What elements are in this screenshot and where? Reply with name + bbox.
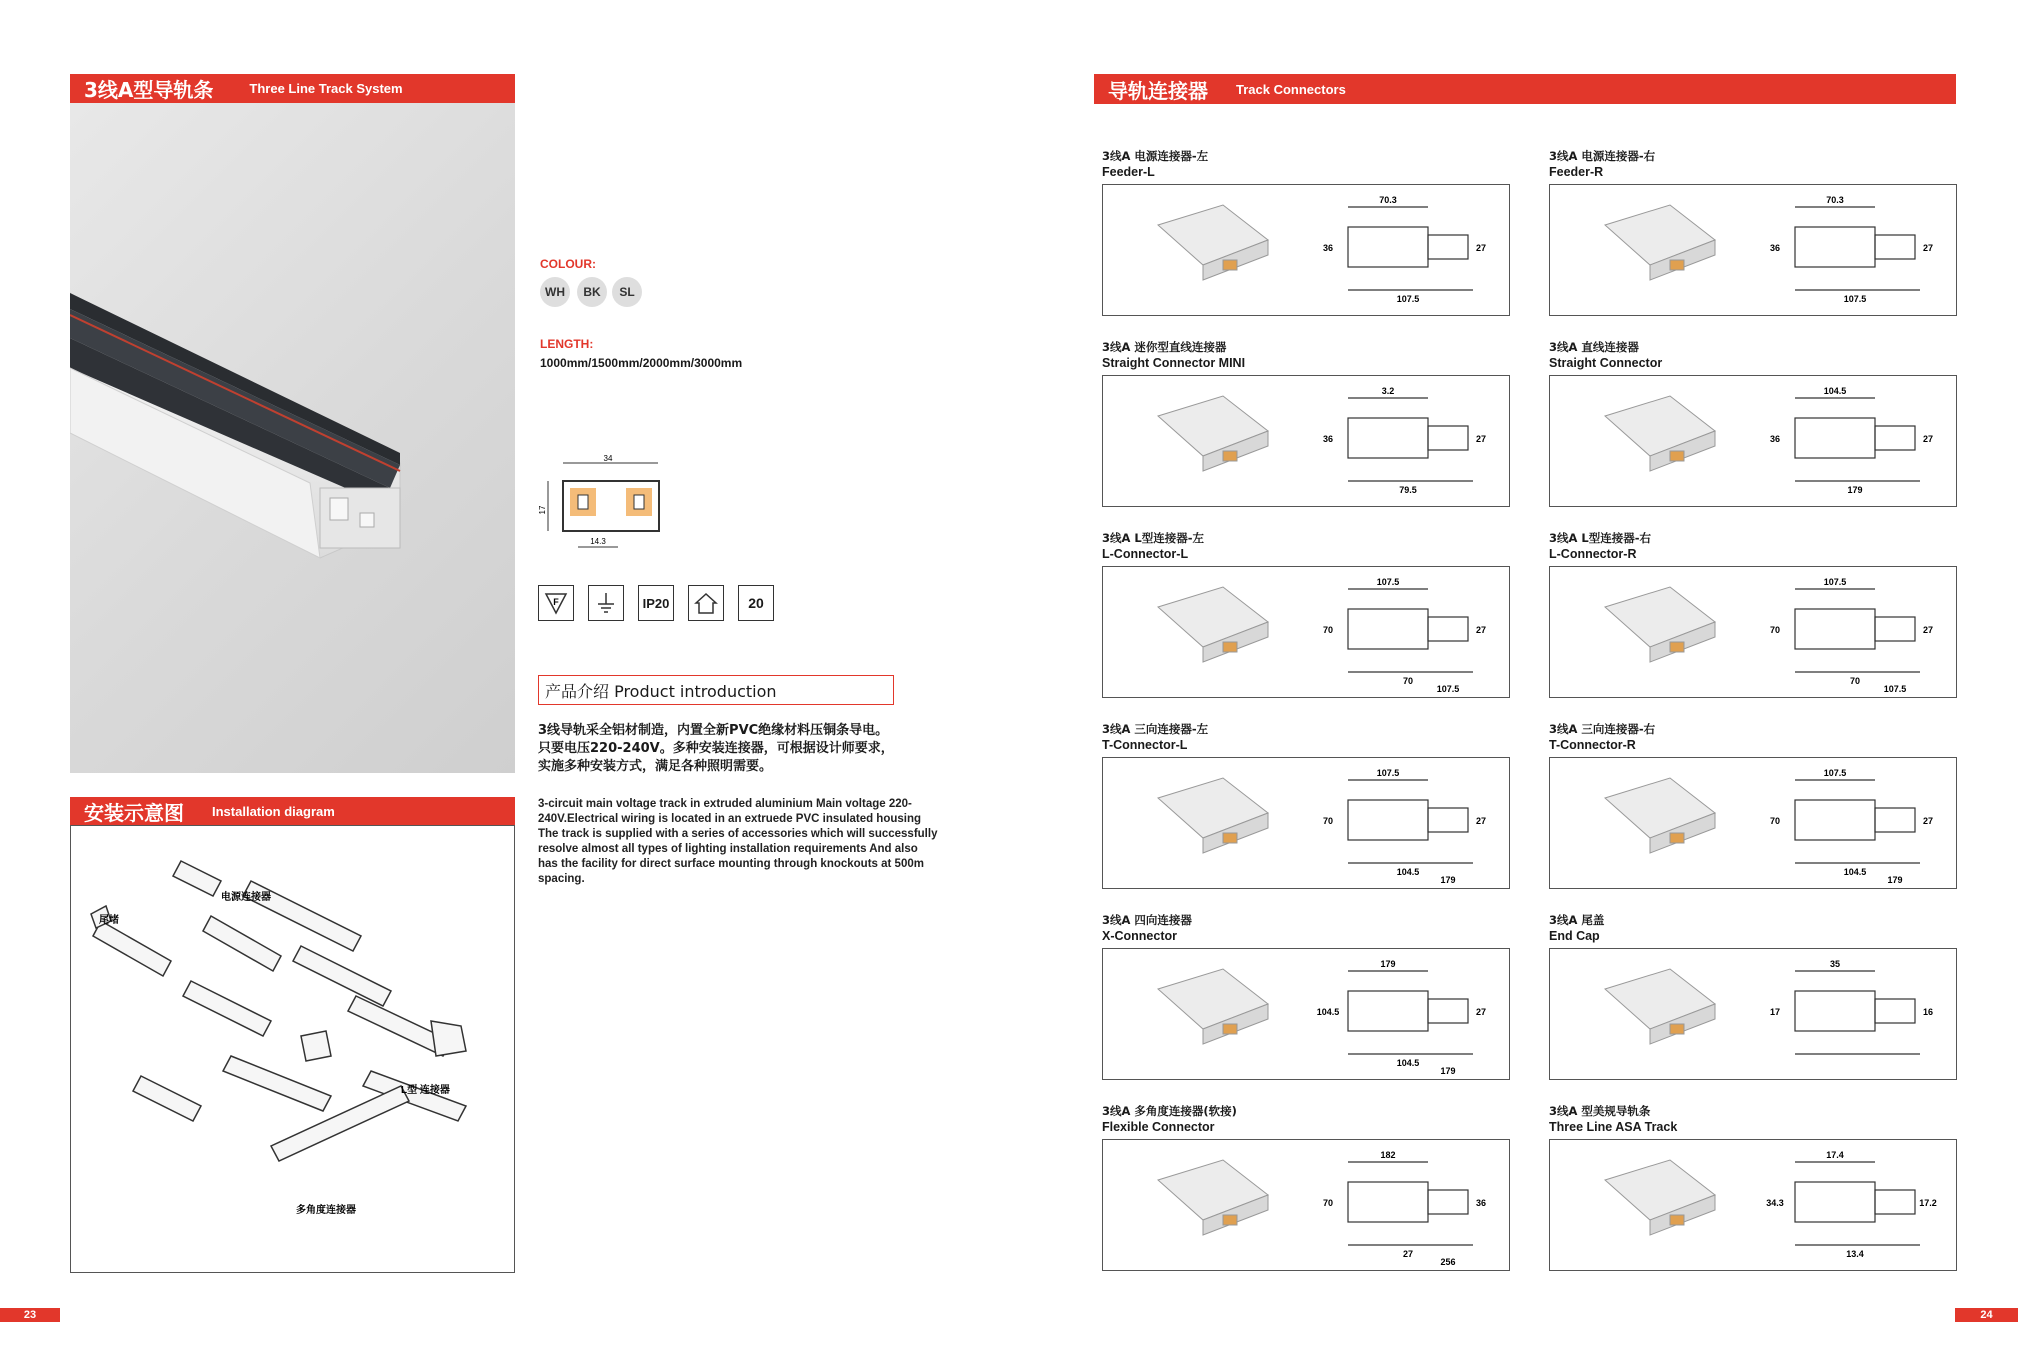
product-9-dim-b: 17 bbox=[1769, 1007, 1781, 1017]
product-11-tech-drawing bbox=[1795, 1162, 1920, 1245]
product-intro-cn: 3线导轨采全铝材制造，内置全新PVC绝缘材料压铜条导电。 只要电压220-240V。多种安装连接器，可根据设计师要求， 实施多种安装方式，满足各种照明需要。 bbox=[538, 723, 894, 774]
length-label: LENGTH: bbox=[540, 337, 594, 351]
svg-text:F: F bbox=[553, 597, 559, 607]
product-2-en: Straight Connector MINI bbox=[1102, 356, 1246, 370]
product-4-dim-d: 70 bbox=[1402, 676, 1414, 686]
product-5-drawing bbox=[1550, 567, 1955, 696]
product-10-drawing bbox=[1103, 1140, 1508, 1269]
product-3-dim-b: 36 bbox=[1769, 434, 1781, 444]
product-7-cn: 3线A 三向连接器-右 bbox=[1549, 722, 1656, 736]
colour-chip-bk: BK bbox=[577, 277, 607, 307]
product-5-cn: 3线A L型连接器-右 bbox=[1549, 531, 1652, 545]
product-intro-title: 产品介绍 Product introduction bbox=[538, 675, 894, 705]
left-header-bar bbox=[70, 74, 515, 103]
product-6-drawing bbox=[1103, 758, 1508, 887]
product-6-dim-c: 27 bbox=[1475, 816, 1487, 826]
product-6-photo bbox=[1158, 778, 1268, 853]
product-0-photo bbox=[1158, 205, 1268, 280]
product-1-tech-drawing bbox=[1795, 207, 1920, 290]
product-9-photo bbox=[1605, 969, 1715, 1044]
indoor-icon bbox=[688, 585, 724, 621]
product-0-drawing bbox=[1103, 185, 1508, 314]
product-intro-en: 3-circuit main voltage track in extruded aluminium Main voltage 220- 240V.Electrical wiring is located in an extruede PVC insulated housing The track is supplied with a series of accessories which will successfully resolve almost all types of lighting installation requirements And also has the facility for direct surface mounting through knockouts at 500m spacing. bbox=[538, 798, 938, 885]
product-4-dim-e: 107.5 bbox=[1436, 684, 1460, 694]
product-10-photo bbox=[1158, 1160, 1268, 1235]
product-4-dim-b: 70 bbox=[1322, 625, 1334, 635]
product-8-box bbox=[1102, 948, 1510, 1080]
product-7-drawing bbox=[1550, 758, 1955, 887]
product-6-dim-a: 107.5 bbox=[1376, 768, 1400, 778]
product-10-dim-a: 182 bbox=[1380, 1150, 1396, 1160]
product-2-photo bbox=[1158, 396, 1268, 471]
product-11-dim-a: 17.4 bbox=[1826, 1150, 1844, 1160]
product-8-dim-a: 179 bbox=[1380, 959, 1396, 969]
profile-dim-height: 17 bbox=[538, 505, 547, 515]
product-8-dim-e: 179 bbox=[1440, 1066, 1456, 1076]
track-profile-drawing bbox=[538, 455, 668, 555]
product-6-en: T-Connector-L bbox=[1102, 738, 1188, 752]
product-10-dim-c: 36 bbox=[1475, 1198, 1487, 1208]
product-3-drawing bbox=[1550, 376, 1955, 505]
product-7-dim-b: 70 bbox=[1769, 816, 1781, 826]
product-0-dim-c: 27 bbox=[1475, 243, 1487, 253]
product-3-dim-c: 27 bbox=[1922, 434, 1934, 444]
product-9-cn: 3线A 尾盖 bbox=[1549, 913, 1605, 927]
profile-dim-width: 34 bbox=[603, 455, 613, 463]
product-3-tech-drawing bbox=[1795, 398, 1920, 481]
product-5-dim-a: 107.5 bbox=[1823, 577, 1847, 587]
product-4-cn: 3线A L型连接器-左 bbox=[1102, 531, 1205, 545]
product-1-dim-c: 27 bbox=[1922, 243, 1934, 253]
right-header-bar bbox=[1094, 74, 1956, 104]
product-11-photo bbox=[1605, 1160, 1715, 1235]
install-label-endcap: 尾堵 bbox=[99, 915, 119, 926]
product-7-dim-e: 179 bbox=[1887, 875, 1903, 885]
product-8-photo bbox=[1158, 969, 1268, 1044]
product-2-dim-a: 3.2 bbox=[1381, 386, 1395, 396]
f-mark-icon bbox=[538, 585, 574, 621]
product-3-dim-a: 104.5 bbox=[1823, 386, 1847, 396]
product-2-dim-c: 27 bbox=[1475, 434, 1487, 444]
product-11-dim-b: 34.3 bbox=[1766, 1198, 1784, 1208]
install-header-bar bbox=[70, 797, 515, 825]
product-2-cn: 3线A 迷你型直线连接器 bbox=[1102, 340, 1227, 354]
product-11-dim-d: 13.4 bbox=[1846, 1249, 1864, 1259]
product-6-box bbox=[1102, 757, 1510, 889]
product-5-dim-b: 70 bbox=[1769, 625, 1781, 635]
product-0-box bbox=[1102, 184, 1510, 316]
product-10-box bbox=[1102, 1139, 1510, 1271]
product-11-box bbox=[1549, 1139, 1957, 1271]
product-2-drawing bbox=[1103, 376, 1508, 505]
product-9-dim-a: 35 bbox=[1829, 959, 1841, 969]
product-0-cn: 3线A 电源连接器-左 bbox=[1102, 149, 1209, 163]
product-1-dim-a: 70.3 bbox=[1826, 195, 1844, 205]
length-value: 1000mm/1500mm/2000mm/3000mm bbox=[540, 356, 743, 370]
product-5-dim-e: 107.5 bbox=[1883, 684, 1907, 694]
profile-dim-inner: 14.3 bbox=[590, 537, 606, 546]
product-4-box bbox=[1102, 566, 1510, 698]
product-8-dim-c: 27 bbox=[1475, 1007, 1487, 1017]
product-10-en: Flexible Connector bbox=[1102, 1120, 1215, 1134]
product-1-drawing bbox=[1550, 185, 1955, 314]
product-8-en: X-Connector bbox=[1102, 929, 1177, 943]
product-4-en: L-Connector-L bbox=[1102, 547, 1189, 561]
colour-chip-sl: SL bbox=[612, 277, 642, 307]
product-4-dim-c: 27 bbox=[1475, 625, 1487, 635]
product-9-dim-c: 16 bbox=[1922, 1007, 1934, 1017]
product-8-drawing bbox=[1103, 949, 1508, 1078]
product-7-dim-a: 107.5 bbox=[1823, 768, 1847, 778]
product-1-cn: 3线A 电源连接器-右 bbox=[1549, 149, 1656, 163]
product-7-tech-drawing bbox=[1795, 780, 1920, 863]
product-4-photo bbox=[1158, 587, 1268, 662]
product-5-tech-drawing bbox=[1795, 589, 1920, 672]
product-5-dim-d: 70 bbox=[1849, 676, 1861, 686]
product-5-dim-c: 27 bbox=[1922, 625, 1934, 635]
installation-diagram bbox=[70, 825, 515, 1273]
product-1-photo bbox=[1605, 205, 1715, 280]
product-11-drawing bbox=[1550, 1140, 1955, 1269]
product-6-dim-d: 104.5 bbox=[1396, 867, 1420, 877]
product-6-dim-b: 70 bbox=[1322, 816, 1334, 826]
product-3-dim-d: 179 bbox=[1847, 485, 1863, 495]
product-9-drawing bbox=[1550, 949, 1955, 1078]
product-5-en: L-Connector-R bbox=[1549, 547, 1637, 561]
ip20-icon: IP20 bbox=[638, 585, 674, 621]
temperature-20-icon: 20 bbox=[738, 585, 774, 621]
product-7-dim-c: 27 bbox=[1922, 816, 1934, 826]
product-10-cn: 3线A 多角度连接器(软接) bbox=[1102, 1104, 1237, 1118]
product-6-dim-e: 179 bbox=[1440, 875, 1456, 885]
product-10-dim-d: 27 bbox=[1402, 1249, 1414, 1259]
product-5-box bbox=[1549, 566, 1957, 698]
product-1-en: Feeder-R bbox=[1549, 165, 1604, 179]
product-9-tech-drawing bbox=[1795, 971, 1920, 1054]
install-label-feeder: 电源连接器 bbox=[221, 892, 271, 903]
product-6-tech-drawing bbox=[1348, 780, 1473, 863]
product-8-dim-d: 104.5 bbox=[1396, 1058, 1420, 1068]
install-header-en: Installation diagram bbox=[212, 803, 335, 819]
left-header-en: Three Line Track System bbox=[249, 81, 403, 96]
product-10-dim-b: 70 bbox=[1322, 1198, 1334, 1208]
right-header-en: Track Connectors bbox=[1236, 81, 1346, 97]
product-7-box bbox=[1549, 757, 1957, 889]
product-10-tech-drawing bbox=[1348, 1162, 1473, 1245]
product-8-tech-drawing bbox=[1348, 971, 1473, 1054]
product-9-box bbox=[1549, 948, 1957, 1080]
product-8-dim-b: 104.5 bbox=[1316, 1007, 1340, 1017]
product-0-en: Feeder-L bbox=[1102, 165, 1155, 179]
colour-label: COLOUR: bbox=[540, 257, 596, 271]
product-0-dim-b: 36 bbox=[1322, 243, 1334, 253]
product-0-dim-a: 70.3 bbox=[1379, 195, 1397, 205]
product-3-photo bbox=[1605, 396, 1715, 471]
page-number-right: 24 bbox=[1955, 1308, 2018, 1322]
product-4-tech-drawing bbox=[1348, 589, 1473, 672]
product-7-photo bbox=[1605, 778, 1715, 853]
product-3-en: Straight Connector bbox=[1549, 356, 1663, 370]
product-6-cn: 3线A 三向连接器-左 bbox=[1102, 722, 1209, 736]
product-8-cn: 3线A 四向连接器 bbox=[1102, 913, 1192, 927]
colour-chip-wh: WH bbox=[540, 277, 570, 307]
product-11-en: Three Line ASA Track bbox=[1549, 1120, 1678, 1134]
product-4-drawing bbox=[1103, 567, 1508, 696]
product-2-dim-b: 36 bbox=[1322, 434, 1334, 444]
product-11-dim-c: 17.2 bbox=[1919, 1198, 1937, 1208]
product-2-tech-drawing bbox=[1348, 398, 1473, 481]
product-0-dim-d: 107.5 bbox=[1396, 294, 1420, 304]
product-7-en: T-Connector-R bbox=[1549, 738, 1636, 752]
install-header-cn: 安装示意图 bbox=[84, 800, 184, 825]
product-3-box bbox=[1549, 375, 1957, 507]
product-5-photo bbox=[1605, 587, 1715, 662]
ground-icon bbox=[588, 585, 624, 621]
product-9-en: End Cap bbox=[1549, 929, 1600, 943]
left-header-cn: 3线A型导轨条 bbox=[84, 78, 214, 102]
right-header-cn: 导轨连接器 bbox=[1108, 78, 1208, 103]
product-2-dim-d: 79.5 bbox=[1399, 485, 1417, 495]
track-product-photo bbox=[70, 103, 515, 773]
page-number-left: 23 bbox=[0, 1308, 60, 1322]
install-label-lconn: L型 连接器 bbox=[401, 1085, 450, 1096]
product-2-box bbox=[1102, 375, 1510, 507]
product-10-dim-e: 256 bbox=[1440, 1257, 1456, 1267]
product-7-dim-d: 104.5 bbox=[1843, 867, 1867, 877]
product-4-dim-a: 107.5 bbox=[1376, 577, 1400, 587]
product-3-cn: 3线A 直线连接器 bbox=[1549, 340, 1639, 354]
product-1-dim-b: 36 bbox=[1769, 243, 1781, 253]
product-1-box bbox=[1549, 184, 1957, 316]
product-1-dim-d: 107.5 bbox=[1843, 294, 1867, 304]
product-0-tech-drawing bbox=[1348, 207, 1473, 290]
product-11-cn: 3线A 型美规导轨条 bbox=[1549, 1104, 1651, 1118]
install-label-flex: 多角度连接器 bbox=[296, 1205, 356, 1216]
